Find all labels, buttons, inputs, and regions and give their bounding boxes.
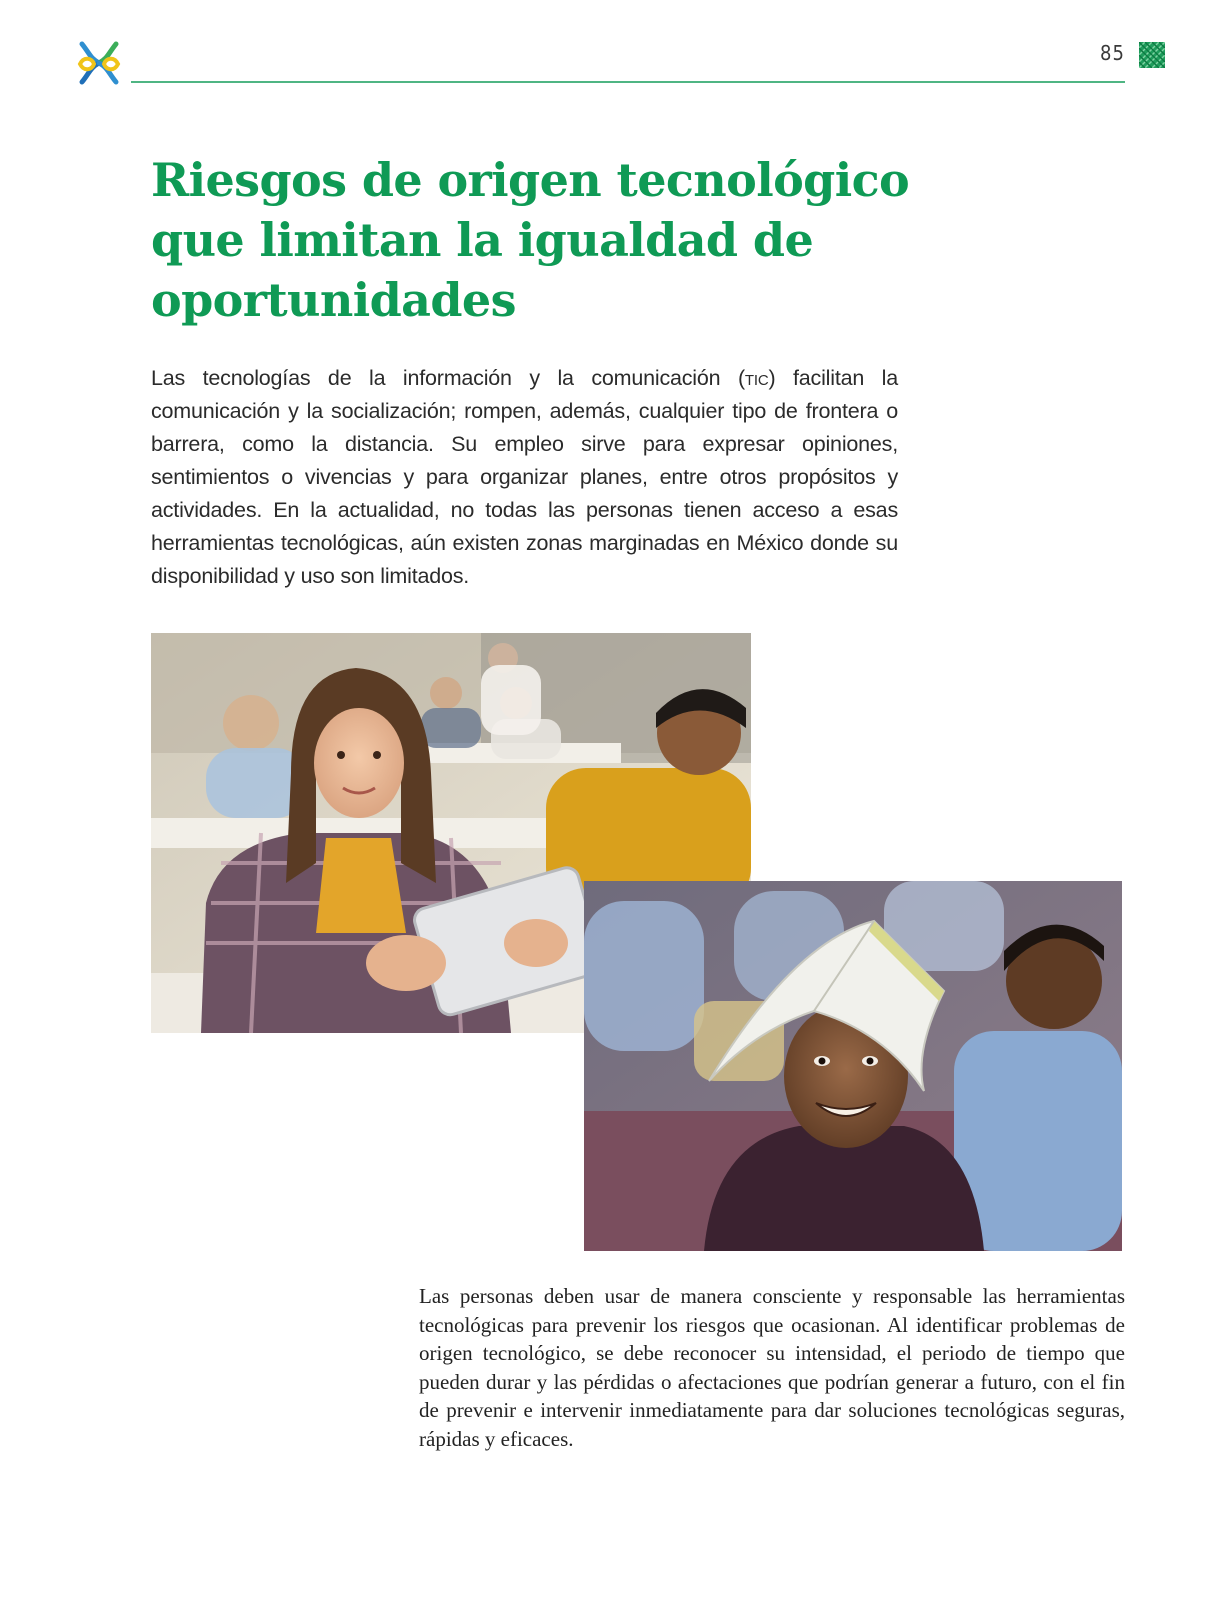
title-line-2: que limitan la igualdad de (151, 213, 814, 267)
tic-acronym: tic (744, 366, 769, 390)
title-line-3: oportunidades (151, 273, 516, 327)
intro-paragraph (151, 362, 898, 593)
boy-with-book-photo (584, 881, 1122, 1251)
title-line-1: Riesgos de origen tecnológico (151, 153, 910, 207)
colored-knot-logo-icon (76, 40, 122, 86)
intro-text-end: ) facilitan la comunicación y la socialización; rompen, además, cualquier tipo de frontera o barrera, como la distancia. Su empleo sirve para expresar opiniones, sentimientos o vivencias y para organizar planes, entre otros propósitos y actividades. En la actualidad, no todas las personas tienen acceso a esas herramientas tecnológicas, aún existen zonas marginadas en México donde su disponibilidad y uso son limitados. (151, 366, 898, 588)
green-weave-pattern-icon (1139, 42, 1165, 68)
intro-text-start: Las tecnologías de la información y la comunicación ( (151, 366, 745, 390)
page-title (151, 150, 911, 330)
closing-paragraph: Las personas deben usar de manera consciente y responsable las herramientas tecnológicas para prevenir los riesgos que ocasionan. Al identificar problemas de origen tecnológico, se debe reconocer su intensidad, el periodo de tiempo que pueden durar y las pérdidas o afectaciones que podrían generar a futuro, con el fin de prevenir e intervenir inmediatamente para dar soluciones tecnológicas seguras, rápidas y eficaces. (419, 1284, 1125, 1451)
header-rule (131, 81, 1125, 83)
page-number: 85 (1100, 41, 1125, 65)
